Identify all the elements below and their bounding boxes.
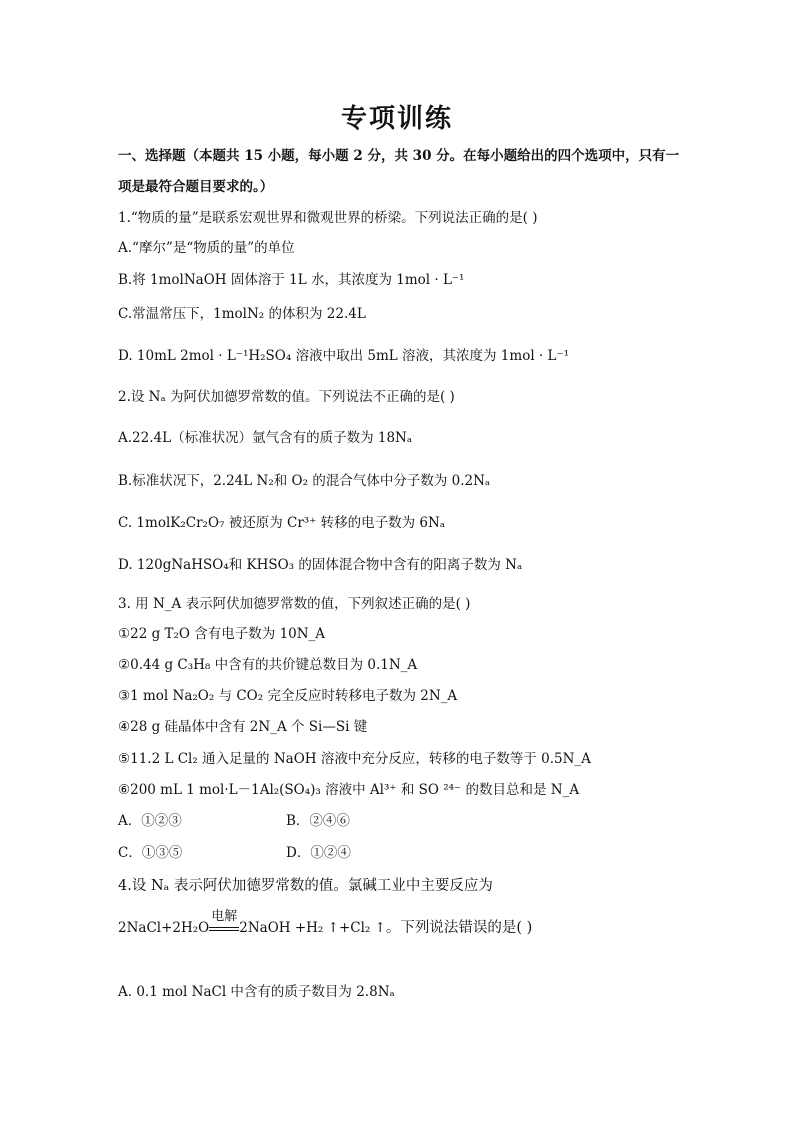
q2-option-b: B.标准状况下，2.24L N₂和 O₂ 的混合气体中分子数为 0.2Nₐ [118, 473, 491, 489]
q3-option-c: C．①③⑤ [118, 845, 183, 861]
q1-option-d: D. 10mL 2mol · L⁻¹H₂SO₄ 溶液中取出 5mL 溶液，其浓度为 1mol · L⁻¹ [118, 348, 570, 364]
q3-item-6: ⑥200 mL 1 mol·L－1Al₂(SO₄)₃ 溶液中 Al³⁺ 和 SO ²⁴⁻ 的数目总和是 N_A [118, 782, 580, 798]
q3-item-1: ①22 g T₂O 含有电子数为 10N_A [118, 626, 326, 642]
equation-left: 2NaCl+2H₂O [118, 920, 210, 936]
q3-option-b: B．②④⑥ [286, 813, 350, 829]
q2-stem: 2.设 Nₐ 为阿伏加德罗常数的值。下列说法不正确的是( ) [118, 389, 455, 405]
q3-item-4: ④28 g 硅晶体中含有 2N_A 个 Si—Si 键 [118, 719, 368, 735]
q4-stem: 4.设 Nₐ 表示阿伏加德罗常数的值。氯碱工业中主要反应为 [118, 878, 493, 894]
section-header-line1: 一、选择题（本题共 15 小题，每小题 2 分，共 30 分。在每小题给出的四个选项中，只有一 [118, 148, 680, 164]
q1-option-c: C.常温常压下，1molN₂ 的体积为 22.4L [118, 306, 366, 322]
q3-item-3: ③1 mol Na₂O₂ 与 CO₂ 完全反应时转移电子数为 2N_A [118, 688, 458, 704]
equation-condition: 电解 [211, 908, 238, 924]
q1-option-b: B.将 1molNaOH 固体溶于 1L 水，其浓度为 1mol · L⁻¹ [118, 272, 465, 288]
q3-option-a: A．①②③ [118, 813, 182, 829]
q1-option-a: A.“摩尔”是“物质的量”的单位 [118, 240, 295, 256]
q4-equation [118, 908, 533, 939]
q3-option-d: D．①②④ [286, 845, 351, 861]
q1-stem: 1.“物质的量”是联系宏观世界和微观世界的桥梁。下列说法正确的是( ) [118, 210, 538, 226]
equation-right: 2NaOH +H₂ ↑+Cl₂ ↑ [239, 920, 386, 936]
q2-option-a: A.22.4L（标准状况）氩气含有的质子数为 18Nₐ [118, 430, 413, 446]
page-title: 专项训练 [340, 104, 453, 134]
electrolysis-arrow [209, 908, 239, 939]
q3-stem: 3. 用 N_A 表示阿伏加德罗常数的值，下列叙述正确的是( ) [118, 596, 471, 612]
q3-item-2: ②0.44 g C₃H₈ 中含有的共价键总数目为 0.1N_A [118, 657, 418, 673]
q3-item-5: ⑤11.2 L Cl₂ 通入足量的 NaOH 溶液中充分反应，转移的电子数等于 0.5N_A [118, 751, 591, 767]
q4-stem-tail: 。下列说法错误的是( ) [385, 920, 533, 936]
q4-option-a: A. 0.1 mol NaCl 中含有的质子数目为 2.8Nₐ [118, 984, 395, 1000]
q2-option-c: C. 1molK₂Cr₂O₇ 被还原为 Cr³⁺ 转移的电子数为 6Nₐ [118, 515, 446, 531]
q2-option-d: D. 120gNaHSO₄和 KHSO₃ 的固体混合物中含有的阳离子数为 Nₐ [118, 557, 523, 573]
section-header-line2: 项是最符合题目要求的。） [118, 179, 274, 195]
